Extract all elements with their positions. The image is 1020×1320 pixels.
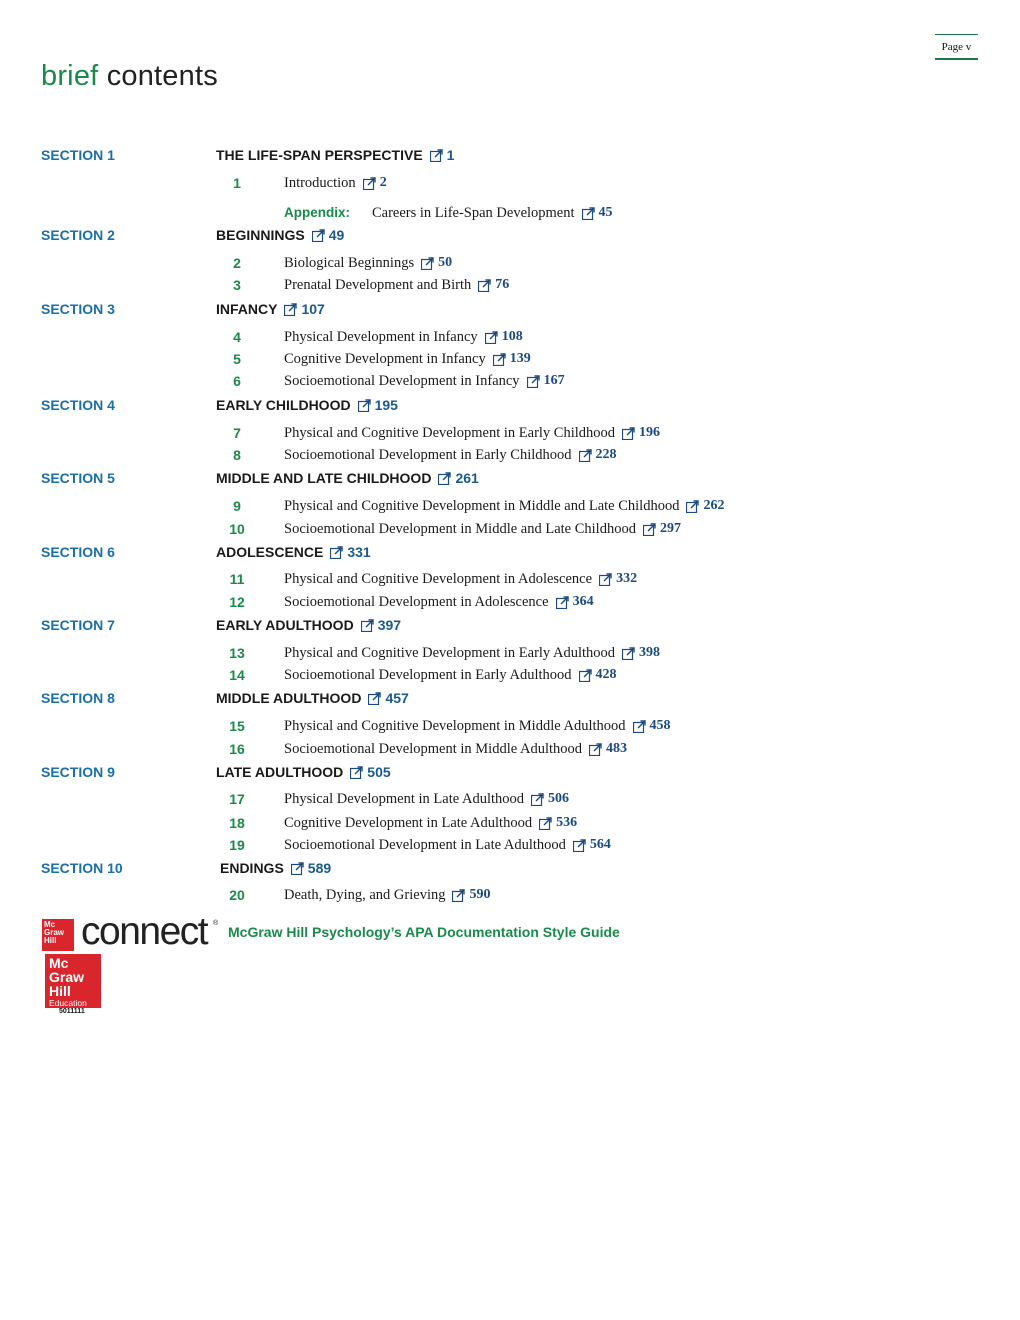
chapter-number: 6	[233, 373, 241, 389]
chapter-number: 1	[233, 175, 241, 191]
section-row	[41, 541, 981, 563]
section-title: EARLY CHILDHOOD	[216, 397, 351, 413]
external-link-icon[interactable]	[556, 596, 569, 609]
external-link-icon[interactable]	[368, 692, 381, 705]
page-number[interactable]: 49	[328, 227, 345, 243]
chapter-row	[41, 664, 981, 686]
chapter-number: 9	[233, 498, 241, 514]
chapter-number: 2	[233, 255, 241, 271]
chapter-row	[41, 884, 981, 906]
chapter-title: Biological Beginnings	[284, 255, 415, 271]
page-number[interactable]: 505	[367, 764, 391, 780]
logo-code: 5011111	[59, 1008, 85, 1015]
section-title-link[interactable]	[220, 857, 331, 879]
section-label: SECTION 8	[41, 690, 115, 706]
chapter-title: Socioemotional Development in Infancy	[284, 373, 520, 389]
page-number[interactable]: 457	[385, 690, 409, 706]
page-number[interactable]: 107	[301, 301, 325, 317]
chapter-title-link[interactable]	[284, 812, 577, 834]
title-rest: contents	[106, 60, 218, 92]
chapter-title: Physical and Cognitive Development in Adolescence	[284, 571, 593, 587]
external-link-icon[interactable]	[330, 546, 343, 559]
chapter-title-link[interactable]	[284, 834, 611, 856]
external-link-icon[interactable]	[531, 793, 544, 806]
section-label: SECTION 1	[41, 147, 115, 163]
page-number[interactable]: 364	[572, 594, 594, 609]
chapter-number: 4	[233, 329, 241, 345]
chapter-number: 18	[229, 815, 245, 831]
chapter-number: 8	[233, 447, 241, 463]
chapter-number: 5	[233, 351, 241, 367]
external-link-icon[interactable]	[539, 817, 552, 830]
page-number[interactable]: 536	[556, 815, 578, 830]
section-row	[41, 394, 981, 416]
page-number[interactable]: 261	[455, 470, 479, 486]
section-row	[41, 614, 981, 636]
page-number[interactable]: 458	[649, 718, 671, 733]
chapter-title: Socioemotional Development in Adolescence	[284, 594, 549, 610]
chapter-number: 13	[229, 645, 245, 661]
chapter-title: Cognitive Development in Late Adulthood	[284, 815, 533, 831]
section-title: LATE ADULTHOOD	[216, 764, 344, 780]
mcgraw-hill-logo-small: Mc Graw Hill	[42, 919, 74, 951]
section-title-link[interactable]	[216, 298, 325, 320]
chapter-row	[41, 326, 981, 348]
chapter-title: Physical and Cognitive Development in Early Childhood	[284, 425, 616, 441]
chapter-number: 12	[229, 594, 245, 610]
page-number[interactable]: 297	[659, 521, 681, 536]
page-number[interactable]: 1	[446, 147, 455, 163]
section-title-link[interactable]	[216, 224, 344, 246]
table-of-contents	[41, 0, 981, 910]
appendix-row	[41, 202, 981, 224]
external-link-icon[interactable]	[284, 303, 297, 316]
external-link-icon[interactable]	[312, 229, 325, 242]
external-link-icon[interactable]	[350, 766, 363, 779]
chapter-number: 15	[229, 718, 245, 734]
chapter-row	[41, 444, 981, 466]
section-title-link[interactable]	[216, 761, 391, 783]
section-title: ADOLESCENCE	[216, 544, 324, 560]
page-number[interactable]: 398	[639, 645, 661, 660]
external-link-icon[interactable]	[686, 500, 699, 513]
external-link-icon[interactable]	[358, 399, 371, 412]
chapter-title: Physical Development in Infancy	[284, 329, 478, 345]
external-link-icon[interactable]	[622, 647, 635, 660]
chapter-title-link[interactable]	[284, 715, 671, 737]
chapter-number: 20	[229, 887, 245, 903]
section-title: INFANCY	[216, 301, 278, 317]
chapter-number: 10	[229, 521, 245, 537]
page-number[interactable]: 228	[595, 447, 617, 462]
appendix-title: Careers in Life-Span Development	[372, 205, 575, 221]
chapter-row	[41, 274, 981, 296]
chapter-title-link[interactable]	[284, 252, 452, 274]
chapter-title-link[interactable]	[284, 422, 660, 444]
external-link-icon[interactable]	[291, 862, 304, 875]
chapter-title: Introduction	[284, 175, 356, 191]
chapter-row	[41, 788, 981, 810]
title-accent: brief	[41, 60, 99, 92]
chapter-number: 11	[229, 571, 245, 587]
page-number[interactable]: 195	[374, 397, 398, 413]
chapter-row	[41, 738, 981, 760]
page-number[interactable]: 196	[639, 425, 661, 440]
chapter-title: Socioemotional Development in Middle and Late Childhood	[284, 521, 636, 537]
page-number[interactable]: 589	[307, 860, 332, 876]
connect-wordmark: connect	[81, 910, 208, 953]
external-link-icon[interactable]	[430, 149, 443, 162]
page-number[interactable]: 167	[543, 373, 565, 388]
section-row	[41, 298, 981, 320]
chapter-title-link[interactable]	[284, 738, 627, 760]
chapter-title: Prenatal Development and Birth	[284, 277, 472, 293]
chapter-title: Socioemotional Development in Late Adulthood	[284, 837, 566, 853]
chapter-row	[41, 591, 981, 613]
section-title-link[interactable]	[216, 614, 401, 636]
section-row	[41, 467, 981, 489]
page-number-label: Page v	[935, 34, 978, 60]
chapter-title-link[interactable]	[284, 591, 594, 613]
external-link-icon[interactable]	[589, 743, 602, 756]
chapter-title-link[interactable]	[284, 664, 617, 686]
chapter-title-link[interactable]	[284, 274, 509, 296]
chapter-title-link[interactable]	[284, 348, 531, 370]
mcgraw-hill-education-logo: Mc Graw Hill Education	[45, 954, 101, 1008]
chapter-title-link[interactable]	[284, 444, 617, 466]
section-title: EARLY ADULTHOOD	[216, 617, 354, 633]
section-title-link[interactable]	[216, 541, 371, 563]
section-title: BEGINNINGS	[216, 227, 305, 243]
section-title-link[interactable]	[216, 467, 479, 489]
section-label: SECTION 7	[41, 617, 115, 633]
page-number[interactable]: 2	[379, 175, 387, 190]
external-link-icon[interactable]	[643, 523, 656, 536]
section-title-link[interactable]	[216, 394, 398, 416]
section-title: THE LIFE-SPAN PERSPECTIVE	[216, 147, 423, 163]
chapter-title: Cognitive Development in Infancy	[284, 351, 486, 367]
page-number[interactable]: 262	[703, 498, 725, 513]
chapter-title: Socioemotional Development in Early Adulthood	[284, 667, 572, 683]
chapter-title: Physical and Cognitive Development in Middle and Late Childhood	[284, 498, 680, 514]
chapter-title-link[interactable]	[284, 326, 523, 348]
section-label: SECTION 3	[41, 301, 115, 317]
page-number[interactable]: 564	[589, 837, 611, 852]
chapter-title: Physical Development in Late Adulthood	[284, 791, 525, 807]
external-link-icon[interactable]	[622, 427, 635, 440]
section-label: SECTION 9	[41, 764, 115, 780]
section-row	[41, 857, 981, 879]
external-link-icon[interactable]	[579, 449, 592, 462]
page-number[interactable]: 397	[377, 617, 402, 633]
page-number[interactable]: 590	[469, 887, 491, 902]
chapter-title-link[interactable]	[284, 518, 681, 540]
section-title: ENDINGS	[220, 860, 284, 876]
external-link-icon[interactable]	[579, 669, 592, 682]
chapter-row	[41, 348, 981, 370]
section-title-link[interactable]	[216, 144, 454, 166]
chapter-row	[41, 834, 981, 856]
external-link-icon[interactable]	[573, 839, 586, 852]
external-link-icon[interactable]	[421, 257, 434, 270]
external-link-icon[interactable]	[438, 472, 451, 485]
external-link-icon[interactable]	[599, 573, 612, 586]
chapter-row	[41, 812, 981, 834]
chapter-title-link[interactable]	[284, 172, 387, 194]
external-link-icon[interactable]	[478, 279, 491, 292]
chapter-title-link[interactable]	[284, 568, 637, 590]
chapter-row	[41, 568, 981, 590]
chapter-row	[41, 422, 981, 444]
chapter-number: 17	[229, 791, 245, 807]
chapter-title-link[interactable]	[284, 370, 565, 392]
chapter-row	[41, 370, 981, 392]
chapter-title: Socioemotional Development in Early Childhood	[284, 447, 572, 463]
chapter-number: 19	[229, 837, 245, 853]
external-link-icon[interactable]	[363, 177, 376, 190]
page-number[interactable]: 108	[501, 329, 523, 344]
page-number[interactable]: 483	[606, 741, 628, 756]
chapter-number: 14	[229, 667, 245, 683]
appendix-title-link[interactable]	[284, 202, 613, 224]
section-label: SECTION 10	[41, 860, 123, 876]
section-row	[41, 761, 981, 783]
chapter-title-link[interactable]	[284, 884, 490, 906]
external-link-icon[interactable]	[452, 889, 465, 902]
chapter-title: Physical and Cognitive Development in Early Adulthood	[284, 645, 616, 661]
chapter-number: 3	[233, 277, 241, 293]
chapter-title-link[interactable]	[284, 642, 660, 664]
external-link-icon[interactable]	[633, 720, 646, 733]
section-label: SECTION 2	[41, 227, 115, 243]
connect-banner[interactable]	[41, 910, 641, 953]
appendix-label: Appendix:	[284, 205, 350, 220]
section-title-link[interactable]	[216, 687, 409, 709]
page-number[interactable]: 50	[438, 255, 453, 270]
section-row	[41, 687, 981, 709]
chapter-row	[41, 252, 981, 274]
section-label: SECTION 5	[41, 470, 115, 486]
page-number[interactable]: 428	[595, 667, 617, 682]
chapter-number: 7	[233, 425, 241, 441]
trademark-mark: ®	[213, 920, 219, 927]
chapter-row	[41, 715, 981, 737]
page-number[interactable]: 76	[495, 277, 510, 292]
chapter-number: 16	[229, 741, 245, 757]
page-number[interactable]: 506	[548, 791, 570, 806]
page-number[interactable]: 139	[509, 351, 531, 366]
page-number[interactable]: 332	[616, 571, 638, 586]
chapter-row	[41, 518, 981, 540]
section-row	[41, 224, 981, 246]
section-title: MIDDLE AND LATE CHILDHOOD	[216, 470, 432, 486]
section-label: SECTION 4	[41, 397, 115, 413]
chapter-title-link[interactable]	[284, 495, 724, 517]
section-label: SECTION 6	[41, 544, 115, 560]
chapter-title: Death, Dying, and Grieving	[284, 887, 446, 903]
apa-style-guide-link[interactable]: McGraw Hill Psychology’s APA Documentation Style Guide	[228, 924, 620, 940]
external-link-icon[interactable]	[361, 619, 374, 632]
chapter-title-link[interactable]	[284, 788, 569, 810]
chapter-title: Socioemotional Development in Middle Adulthood	[284, 741, 583, 757]
external-link-icon[interactable]	[493, 353, 506, 366]
external-link-icon[interactable]	[485, 331, 498, 344]
page-number[interactable]: 45	[598, 205, 613, 220]
page-number[interactable]: 331	[347, 544, 371, 560]
chapter-row	[41, 642, 981, 664]
external-link-icon[interactable]	[582, 207, 595, 220]
chapter-row	[41, 172, 981, 194]
chapter-title: Physical and Cognitive Development in Middle Adulthood	[284, 718, 626, 734]
section-title: MIDDLE ADULTHOOD	[216, 690, 362, 706]
section-row	[41, 144, 981, 166]
external-link-icon[interactable]	[527, 375, 540, 388]
chapter-row	[41, 495, 981, 517]
